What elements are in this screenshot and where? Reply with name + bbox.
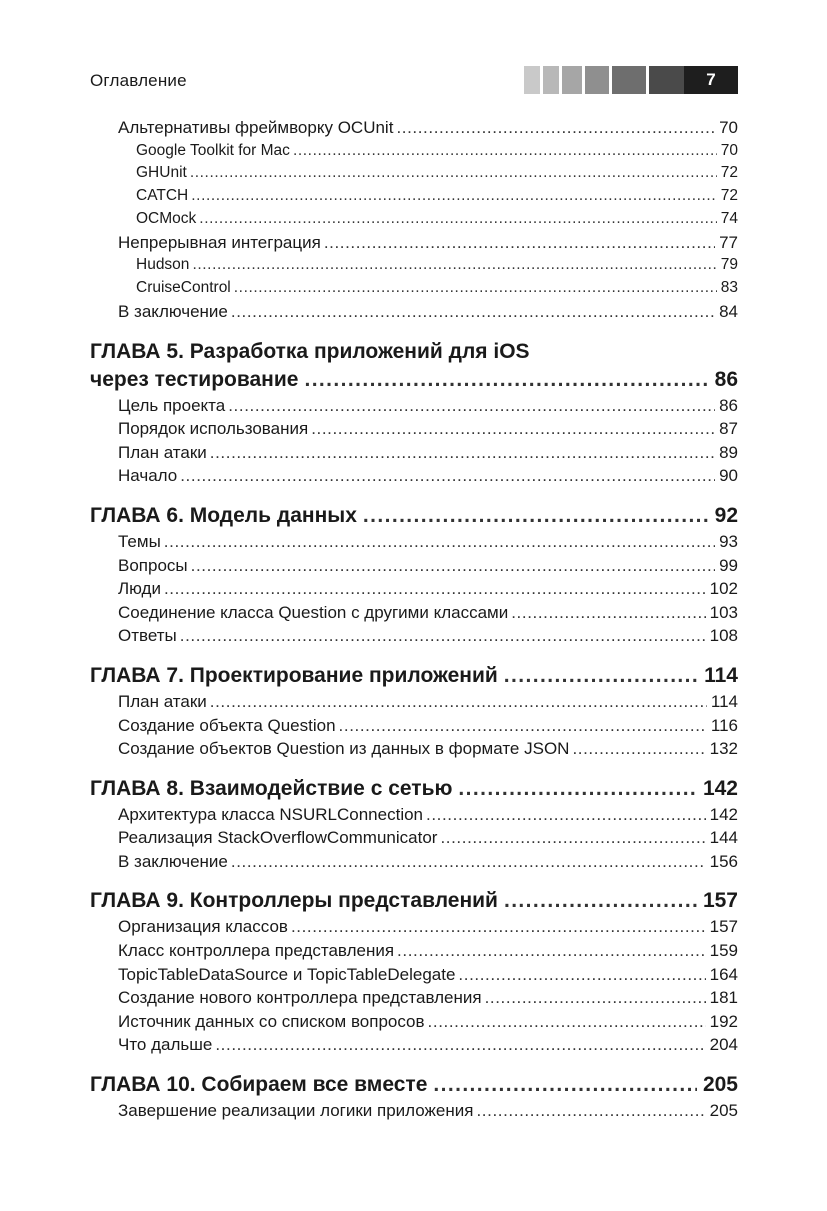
toc-entry-page: 142 <box>702 776 738 800</box>
toc-entry-page: 70 <box>720 141 738 159</box>
toc-section[interactable] <box>90 714 738 738</box>
toc-entry-title: ГЛАВА 7. Проектирование приложений <box>90 663 498 687</box>
dot-leader <box>231 300 715 324</box>
header-title: Оглавление <box>90 71 187 90</box>
toc-entry-page: 114 <box>710 691 738 711</box>
toc-entry-page: 116 <box>710 715 738 735</box>
toc-entry-page: 79 <box>720 256 738 274</box>
dot-leader <box>164 577 706 601</box>
toc-subsection[interactable] <box>90 162 738 185</box>
toc-section[interactable] <box>90 530 738 554</box>
toc-entry-page: 87 <box>719 419 738 439</box>
chapter-heading[interactable] <box>90 775 738 803</box>
chapter-heading[interactable] <box>90 887 738 915</box>
toc-entry-page: 205 <box>709 1101 738 1121</box>
toc-subsection[interactable] <box>90 185 738 208</box>
chapter-title-line1[interactable]: ГЛАВА 5. Разработка приложений для iOS <box>90 339 530 363</box>
dot-leader <box>476 1099 705 1123</box>
toc-entry-title: Класс контроллера представления <box>118 941 395 961</box>
toc-entry-page: 93 <box>719 531 738 551</box>
dot-leader <box>324 231 715 255</box>
dot-leader <box>504 887 697 915</box>
toc-entry-title: Ответы <box>118 626 177 646</box>
toc-section[interactable] <box>90 915 738 939</box>
chapter-heading[interactable] <box>90 662 738 690</box>
toc-entry-title: CruiseControl <box>136 279 231 297</box>
toc-entry-title: Источник данных со списком вопросов <box>118 1011 425 1031</box>
toc-entry-title: Цель проекта <box>118 395 226 415</box>
toc-entry-page: 192 <box>709 1011 738 1031</box>
dot-leader <box>228 394 715 418</box>
chapter-heading[interactable] <box>90 1071 738 1099</box>
toc-entry-title: Что дальше <box>118 1035 213 1055</box>
toc-section[interactable] <box>90 737 738 761</box>
toc-entry-page: 83 <box>720 279 738 297</box>
dot-leader <box>504 662 698 690</box>
dot-leader <box>190 162 717 185</box>
toc-entry-title: В заключение <box>118 851 228 871</box>
toc-entry-title: В заключение <box>118 301 228 321</box>
toc-entry-title: Организация классов <box>118 917 288 937</box>
toc-entry-page: 205 <box>702 1073 738 1097</box>
toc-section[interactable] <box>90 939 738 963</box>
toc-entry-title: Темы <box>118 531 161 551</box>
toc-entry-page: 157 <box>709 917 738 937</box>
dot-leader <box>210 441 715 465</box>
toc-entry-title: Создание объекта Question <box>118 715 336 735</box>
toc-chapters <box>90 338 738 1123</box>
toc-entry-page: 70 <box>719 118 738 137</box>
toc-entry-title: Порядок использования <box>118 419 309 439</box>
toc-entry-title: ГЛАВА 6. Модель данных <box>90 503 357 527</box>
toc-section[interactable] <box>90 577 738 601</box>
toc-entry-title: TopicTableDataSource и TopicTableDelegate <box>118 964 456 984</box>
toc-entry-page: 77 <box>719 232 738 252</box>
dot-leader <box>485 986 706 1010</box>
dot-leader <box>572 737 705 761</box>
toc-pre-items <box>90 116 738 324</box>
toc-entry-page: 89 <box>719 442 738 462</box>
chapter-block <box>90 1071 738 1099</box>
toc-entry-title: OCMock <box>136 209 197 227</box>
toc-section[interactable] <box>90 826 738 850</box>
chapter-heading[interactable] <box>90 502 738 530</box>
header-bar <box>585 66 609 94</box>
dot-leader <box>311 417 715 441</box>
toc-entry-page: 92 <box>714 503 738 527</box>
toc-section[interactable] <box>90 850 738 874</box>
chapter-block <box>90 775 738 803</box>
toc-section[interactable] <box>90 601 738 625</box>
toc-entry-page: 90 <box>719 466 738 486</box>
running-header <box>90 66 738 94</box>
toc-entry-page: 72 <box>720 187 738 205</box>
toc-entry-page: 157 <box>702 889 738 913</box>
toc-entry-title: ГЛАВА 9. Контроллеры представлений <box>90 889 498 913</box>
toc-entry-title: Google Toolkit for Mac <box>136 141 290 159</box>
toc-entry-page: 99 <box>719 555 738 575</box>
header-page-number: 7 <box>684 66 738 94</box>
toc-entry-title: Завершение реализации логики приложения <box>118 1101 474 1121</box>
dot-leader <box>191 554 715 578</box>
chapter-block <box>90 662 738 690</box>
toc-entry-page: 204 <box>709 1035 738 1055</box>
toc-entry-title: Люди <box>118 579 161 599</box>
dot-leader <box>397 939 706 963</box>
dot-leader <box>234 277 717 300</box>
toc-entry-title: Создание нового контроллера представления <box>118 988 482 1008</box>
toc-section[interactable] <box>90 986 738 1010</box>
dot-leader <box>210 690 707 714</box>
dot-leader <box>191 185 717 208</box>
toc-entry-title: Начало <box>118 466 178 486</box>
toc-entry-title: ГЛАВА 8. Взаимодействие с сетью <box>90 776 453 800</box>
toc-entry-title: ГЛАВА 10. Собираем все вместе <box>90 1073 428 1097</box>
toc-section[interactable] <box>90 963 738 987</box>
dot-leader <box>363 502 709 530</box>
dot-leader <box>428 1010 706 1034</box>
toc-entry-page: 102 <box>709 579 738 599</box>
dot-leader <box>458 775 697 803</box>
toc-entry-title: через тестирование <box>90 367 299 391</box>
toc-section[interactable] <box>90 803 738 827</box>
toc-entry-page: 159 <box>709 941 738 961</box>
toc-section[interactable] <box>90 441 738 465</box>
dot-leader <box>180 624 706 648</box>
toc-section[interactable] <box>90 300 738 324</box>
toc-entry-title: GHUnit <box>136 164 187 182</box>
header-bar <box>562 66 582 94</box>
dot-leader <box>339 714 707 738</box>
toc-entry-page: 114 <box>704 663 738 687</box>
chapter-block <box>90 502 738 530</box>
toc-entry-title: Реализация StackOverflowCommunicator <box>118 828 438 848</box>
header-bar <box>543 66 559 94</box>
toc-section[interactable] <box>90 231 738 255</box>
toc-entry-page: 181 <box>709 988 738 1008</box>
toc-section[interactable] <box>90 1010 738 1034</box>
toc-entry-title: Непрерывная интеграция <box>118 232 321 252</box>
dot-leader <box>511 601 705 625</box>
dot-leader <box>458 963 705 987</box>
dot-leader <box>440 826 705 850</box>
header-decor-bars <box>524 66 691 94</box>
toc-entry-page: 86 <box>719 395 738 415</box>
toc-entry-title: Альтернативы фреймворку OCUnit <box>118 118 394 137</box>
toc-section[interactable] <box>90 690 738 714</box>
toc-entry-page: 156 <box>709 851 738 871</box>
toc-subsection[interactable] <box>90 254 738 277</box>
toc-entry-title: Архитектура класса NSURLConnection <box>118 804 424 824</box>
toc-entry-page: 164 <box>709 964 738 984</box>
toc-entry-page: 108 <box>709 626 738 646</box>
dot-leader <box>180 464 715 488</box>
dot-leader <box>433 1071 697 1099</box>
table-of-contents <box>90 116 738 1123</box>
dot-leader <box>199 208 716 231</box>
toc-entry-title: Вопросы <box>118 555 188 575</box>
header-bar <box>612 66 646 94</box>
toc-entry-page: 72 <box>720 164 738 182</box>
toc-entry-page: 144 <box>709 828 738 848</box>
toc-section[interactable] <box>90 1099 738 1123</box>
toc-entry-page: 142 <box>709 804 738 824</box>
toc-section[interactable] <box>90 464 738 488</box>
toc-section[interactable] <box>90 624 738 648</box>
toc-entry-title: План атаки <box>118 442 207 462</box>
chapter-heading[interactable] <box>90 366 738 394</box>
toc-entry-page: 84 <box>719 301 738 321</box>
toc-entry-title: План атаки <box>118 691 207 711</box>
toc-entry-page: 132 <box>709 739 738 759</box>
toc-section[interactable] <box>90 1033 738 1057</box>
dot-leader <box>396 116 715 140</box>
dot-leader <box>291 915 706 939</box>
toc-subsection[interactable] <box>90 277 738 300</box>
toc-section[interactable] <box>90 554 738 578</box>
dot-leader <box>231 850 706 874</box>
toc-entry-page: 74 <box>720 209 738 227</box>
toc-entry-title: Соединение класса Question с другими классами <box>118 602 509 622</box>
dot-leader <box>304 366 708 394</box>
toc-subsection[interactable] <box>90 208 738 231</box>
dot-leader <box>164 530 715 554</box>
toc-entry-title: CATCH <box>136 187 189 205</box>
toc-section[interactable] <box>90 116 738 140</box>
dot-leader <box>426 803 706 827</box>
dot-leader <box>215 1033 705 1057</box>
toc-subsection[interactable] <box>90 140 738 163</box>
header-bar <box>524 66 540 94</box>
toc-entry-page: 86 <box>714 367 738 391</box>
chapter-block <box>90 338 738 394</box>
toc-entry-title: Создание объектов Question из данных в формате JSON <box>118 739 570 759</box>
toc-section[interactable] <box>90 394 738 418</box>
dot-leader <box>192 254 716 277</box>
dot-leader <box>293 140 717 163</box>
toc-entry-title: Hudson <box>136 256 190 274</box>
chapter-block <box>90 887 738 915</box>
toc-section[interactable] <box>90 417 738 441</box>
toc-entry-page: 103 <box>709 602 738 622</box>
